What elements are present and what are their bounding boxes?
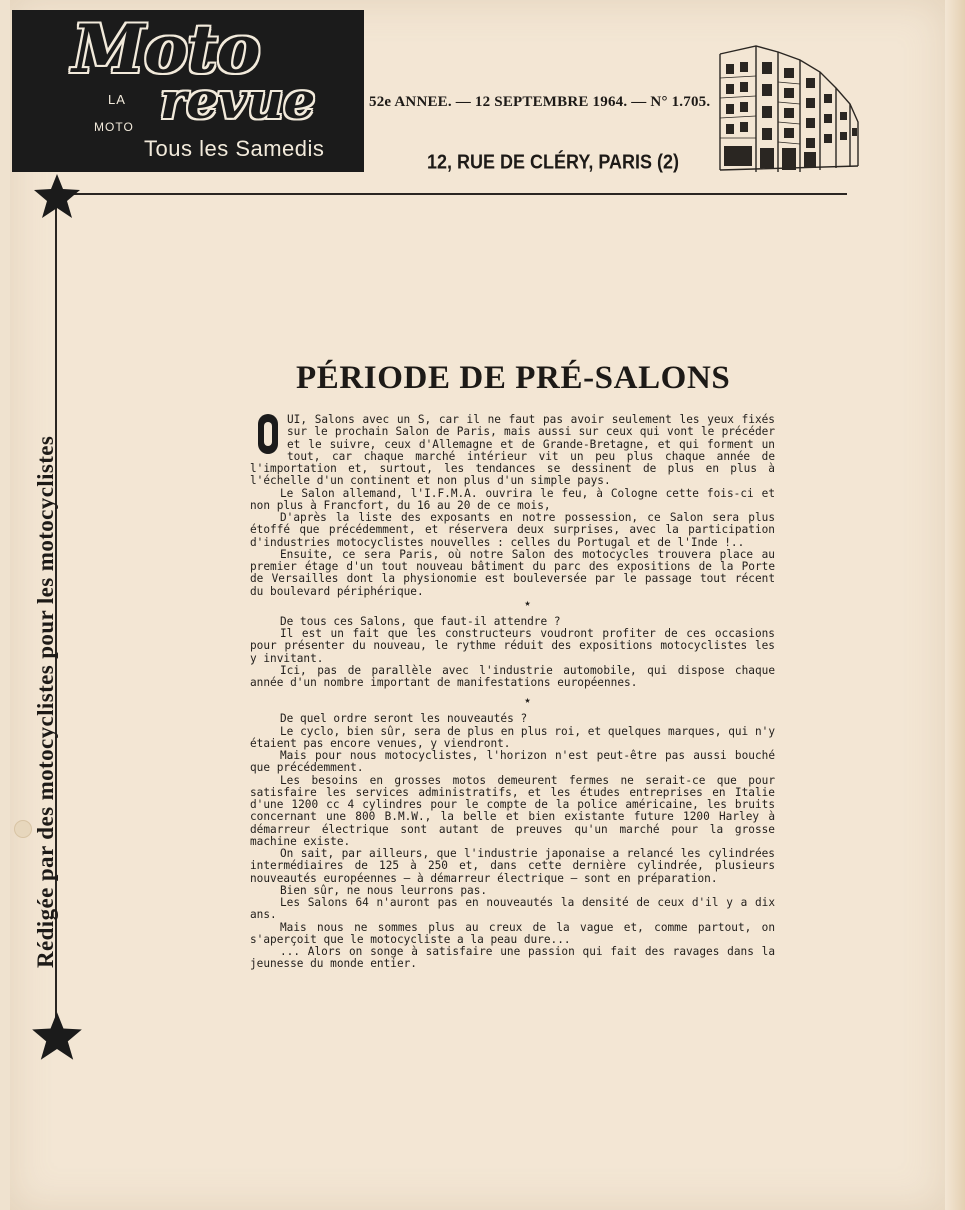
section-separator-star: ★ bbox=[524, 695, 531, 707]
logo-la: LA bbox=[108, 92, 126, 107]
article-paragraph: D'après la liste des exposants en notre possession, ce Salon sera plus étoffé que précédemment, et réservera deux surprises, avec la participation d'industries motocyclistes nouvelles : celles du Portugal et de l'Inde !.. bbox=[250, 511, 775, 549]
section-separator-star: ★ bbox=[524, 597, 531, 609]
article-paragraph: UI, Salons avec un S, car il ne faut pas avoir seulement les yeux fixés sur le prochain Salon de Paris, mais aussi sur ceux qui vont le précéder et le suivre, ceux d'Allemagne et de Grande-Bretagne, et qui forment un tout, car chaque marché intérieur vit un peu plus chaque année de l'importation et, surtout, les tendances se dessinent de plus en plus à l'échelle d'un continent et non plus d'un simple pays. bbox=[250, 413, 775, 488]
article-body bbox=[250, 414, 775, 971]
star-icon bbox=[30, 1010, 84, 1062]
article-paragraph: Les Salons 64 n'auront pas en nouveautés la densité de ceux d'il y a dix ans. bbox=[250, 896, 775, 922]
article-paragraph: Mais nous ne sommes plus au creux de la vague et, comme partout, on s'aperçoit que le motocycliste a la peau dure... bbox=[250, 920, 775, 946]
article-paragraph: Le Salon allemand, l'I.F.M.A. ouvrira le feu, à Cologne cette fois-ci et non plus à Francfort, du 16 au 20 de ce mois, bbox=[250, 486, 775, 512]
article-paragraph: Les besoins en grosses motos demeurent fermes ne serait-ce que pour satisfaire les services administratifs, et les études entreprises en Italie d'une 1200 cc 4 cylindres pour le compte de la police américaine, les bruits concernant une 800 B.M.W., la belle et bien existante future 1200 Harley à démarreur électrique sont autant de preuves qu'un marché pour la grosse machine existe. bbox=[250, 773, 775, 848]
editorial-address: 12, RUE DE CLÉRY, PARIS (2) bbox=[427, 150, 680, 173]
article-paragraph: Il est un fait que les constructeurs voudront profiter de ces occasions pour présenter du nouveau, le rythme réduit des expositions motocyclistes les y invitant. bbox=[250, 627, 775, 665]
article-paragraph: Ensuite, ce sera Paris, où notre Salon des motocycles trouvera place au premier étage d'un tout nouveau bâtiment du parc des expositions de la Porte de Versailles dont la physionomie est bouleversée par le passage tout récent du boulevard périphérique. bbox=[250, 547, 775, 598]
issue-date-line: 52e ANNEE. — 12 SEPTEMBRE 1964. — N° 1.705. bbox=[369, 94, 711, 110]
article-headline: PÉRIODE DE PRÉ-SALONS bbox=[296, 360, 731, 396]
article-paragraph: Bien sûr, ne nous leurrons pas. bbox=[280, 883, 488, 897]
star-icon bbox=[32, 172, 82, 220]
masthead-tagline: Tous les Samedis bbox=[144, 136, 325, 161]
article-paragraph: Mais pour nous motocyclistes, l'horizon n'est peut-être pas aussi bouché que précédemment. bbox=[250, 749, 775, 775]
sidebar-slogan: Rédigée par des motocyclistes pour les motocyclistes bbox=[33, 435, 58, 968]
logo-revue-wordmark: revue bbox=[160, 71, 316, 130]
article-paragraph: De quel ordre seront les nouveautés ? bbox=[280, 712, 528, 726]
article-paragraph: Le cyclo, bien sûr, sera de plus en plus roi, et quelques marques, qui n'y étaient pas encore venues, y viendront. bbox=[250, 724, 775, 750]
article-paragraph: De tous ces Salons, que faut-il attendre ? bbox=[280, 614, 561, 628]
masthead-logo-block bbox=[12, 10, 364, 172]
article-paragraph: ... Alors on songe à satisfaire une passion qui fait des ravages dans la jeunesse du monde entier. bbox=[250, 945, 775, 971]
logo-moto-small: MOTO bbox=[94, 120, 134, 134]
binding-punch-hole bbox=[14, 820, 32, 838]
header-rule bbox=[56, 193, 847, 195]
article-paragraph: Ici, pas de parallèle avec l'industrie automobile, qui dispose chaque année d'un nombre important de manifestations européennes. bbox=[250, 663, 775, 689]
page-edge-shadow bbox=[945, 0, 965, 1210]
article-paragraph: On sait, par ailleurs, que l'industrie japonaise a relancé les cylindrées intermédiaires de 125 à 250 et, dans cette dernière cylindrée, plusieurs nouveautés européennes — à démarreur électrique — sont en préparation. bbox=[250, 847, 775, 885]
logo-moto-wordmark: Moto bbox=[72, 10, 260, 88]
drop-cap-o bbox=[258, 414, 278, 454]
building-illustration bbox=[716, 42, 862, 174]
